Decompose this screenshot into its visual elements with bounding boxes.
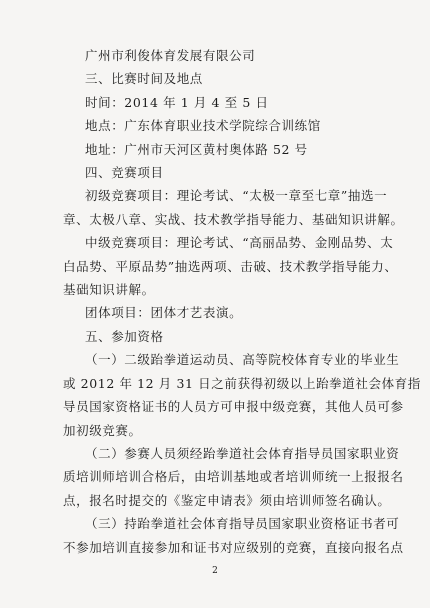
section-heading: 三、比赛时间及地点 — [85, 71, 203, 87]
text-line: （三）持跆拳道社会体育指导员国家职业资格证书者可 — [85, 516, 400, 532]
text-line: （二）参赛人员须经跆拳道社会体育指导员国家职业资 — [85, 445, 400, 461]
text-line: 质培训师培训合格后，由培训基地或者培训师统一上报报名 — [63, 469, 404, 485]
text-line: 或 2012 年 12 月 31 日之前获得初级以上跆拳道社会体育指 — [63, 375, 421, 391]
text-line: 白品势、平原品势”抽选两项、击破、技术教学指导能力、 — [63, 258, 398, 274]
text-line: 初级竞赛项目：理论考试、“太极一章至七章”抽选一 — [85, 188, 388, 204]
text-line: 中级竞赛项目：理论考试、“高丽品势、金刚品势、太 — [85, 235, 394, 251]
document-body — [63, 44, 421, 559]
text-line: 广州市利俊体育发展有限公司 — [85, 48, 256, 63]
section-heading: 四、竞赛项目 — [85, 165, 164, 181]
text-line: 章、太极八章、实战、技术教学指导能力、基础知识讲解。 — [63, 211, 404, 227]
text-line: 导员国家资格证书的人员方可申报中级竞赛，其他人员可参 — [63, 399, 404, 415]
text-line: 时间：2014 年 1 月 4 至 5 日 — [85, 94, 269, 110]
text-line: 基础知识讲解。 — [63, 282, 155, 298]
section-heading: 五、参加资格 — [85, 328, 164, 344]
text-line: 团体项目：团体才艺表演。 — [85, 305, 243, 321]
text-line: （一）二级跆拳道运动员、高等院校体育专业的毕业生 — [85, 352, 400, 368]
text-line: 加初级竞赛。 — [63, 422, 142, 438]
text-line: 不参加培训直接参加和证书对应级别的竞赛，直接向报名点 — [63, 539, 404, 555]
text-line: 地点：广东体育职业技术学院综合训练馆 — [85, 118, 321, 134]
text-line: 地址：广州市天河区黄村奥体路 52 号 — [85, 141, 308, 157]
page-number: 2 — [212, 566, 218, 576]
text-line: 点，报名时提交的《鉴定申请表》须由培训师签名确认。 — [63, 492, 391, 508]
